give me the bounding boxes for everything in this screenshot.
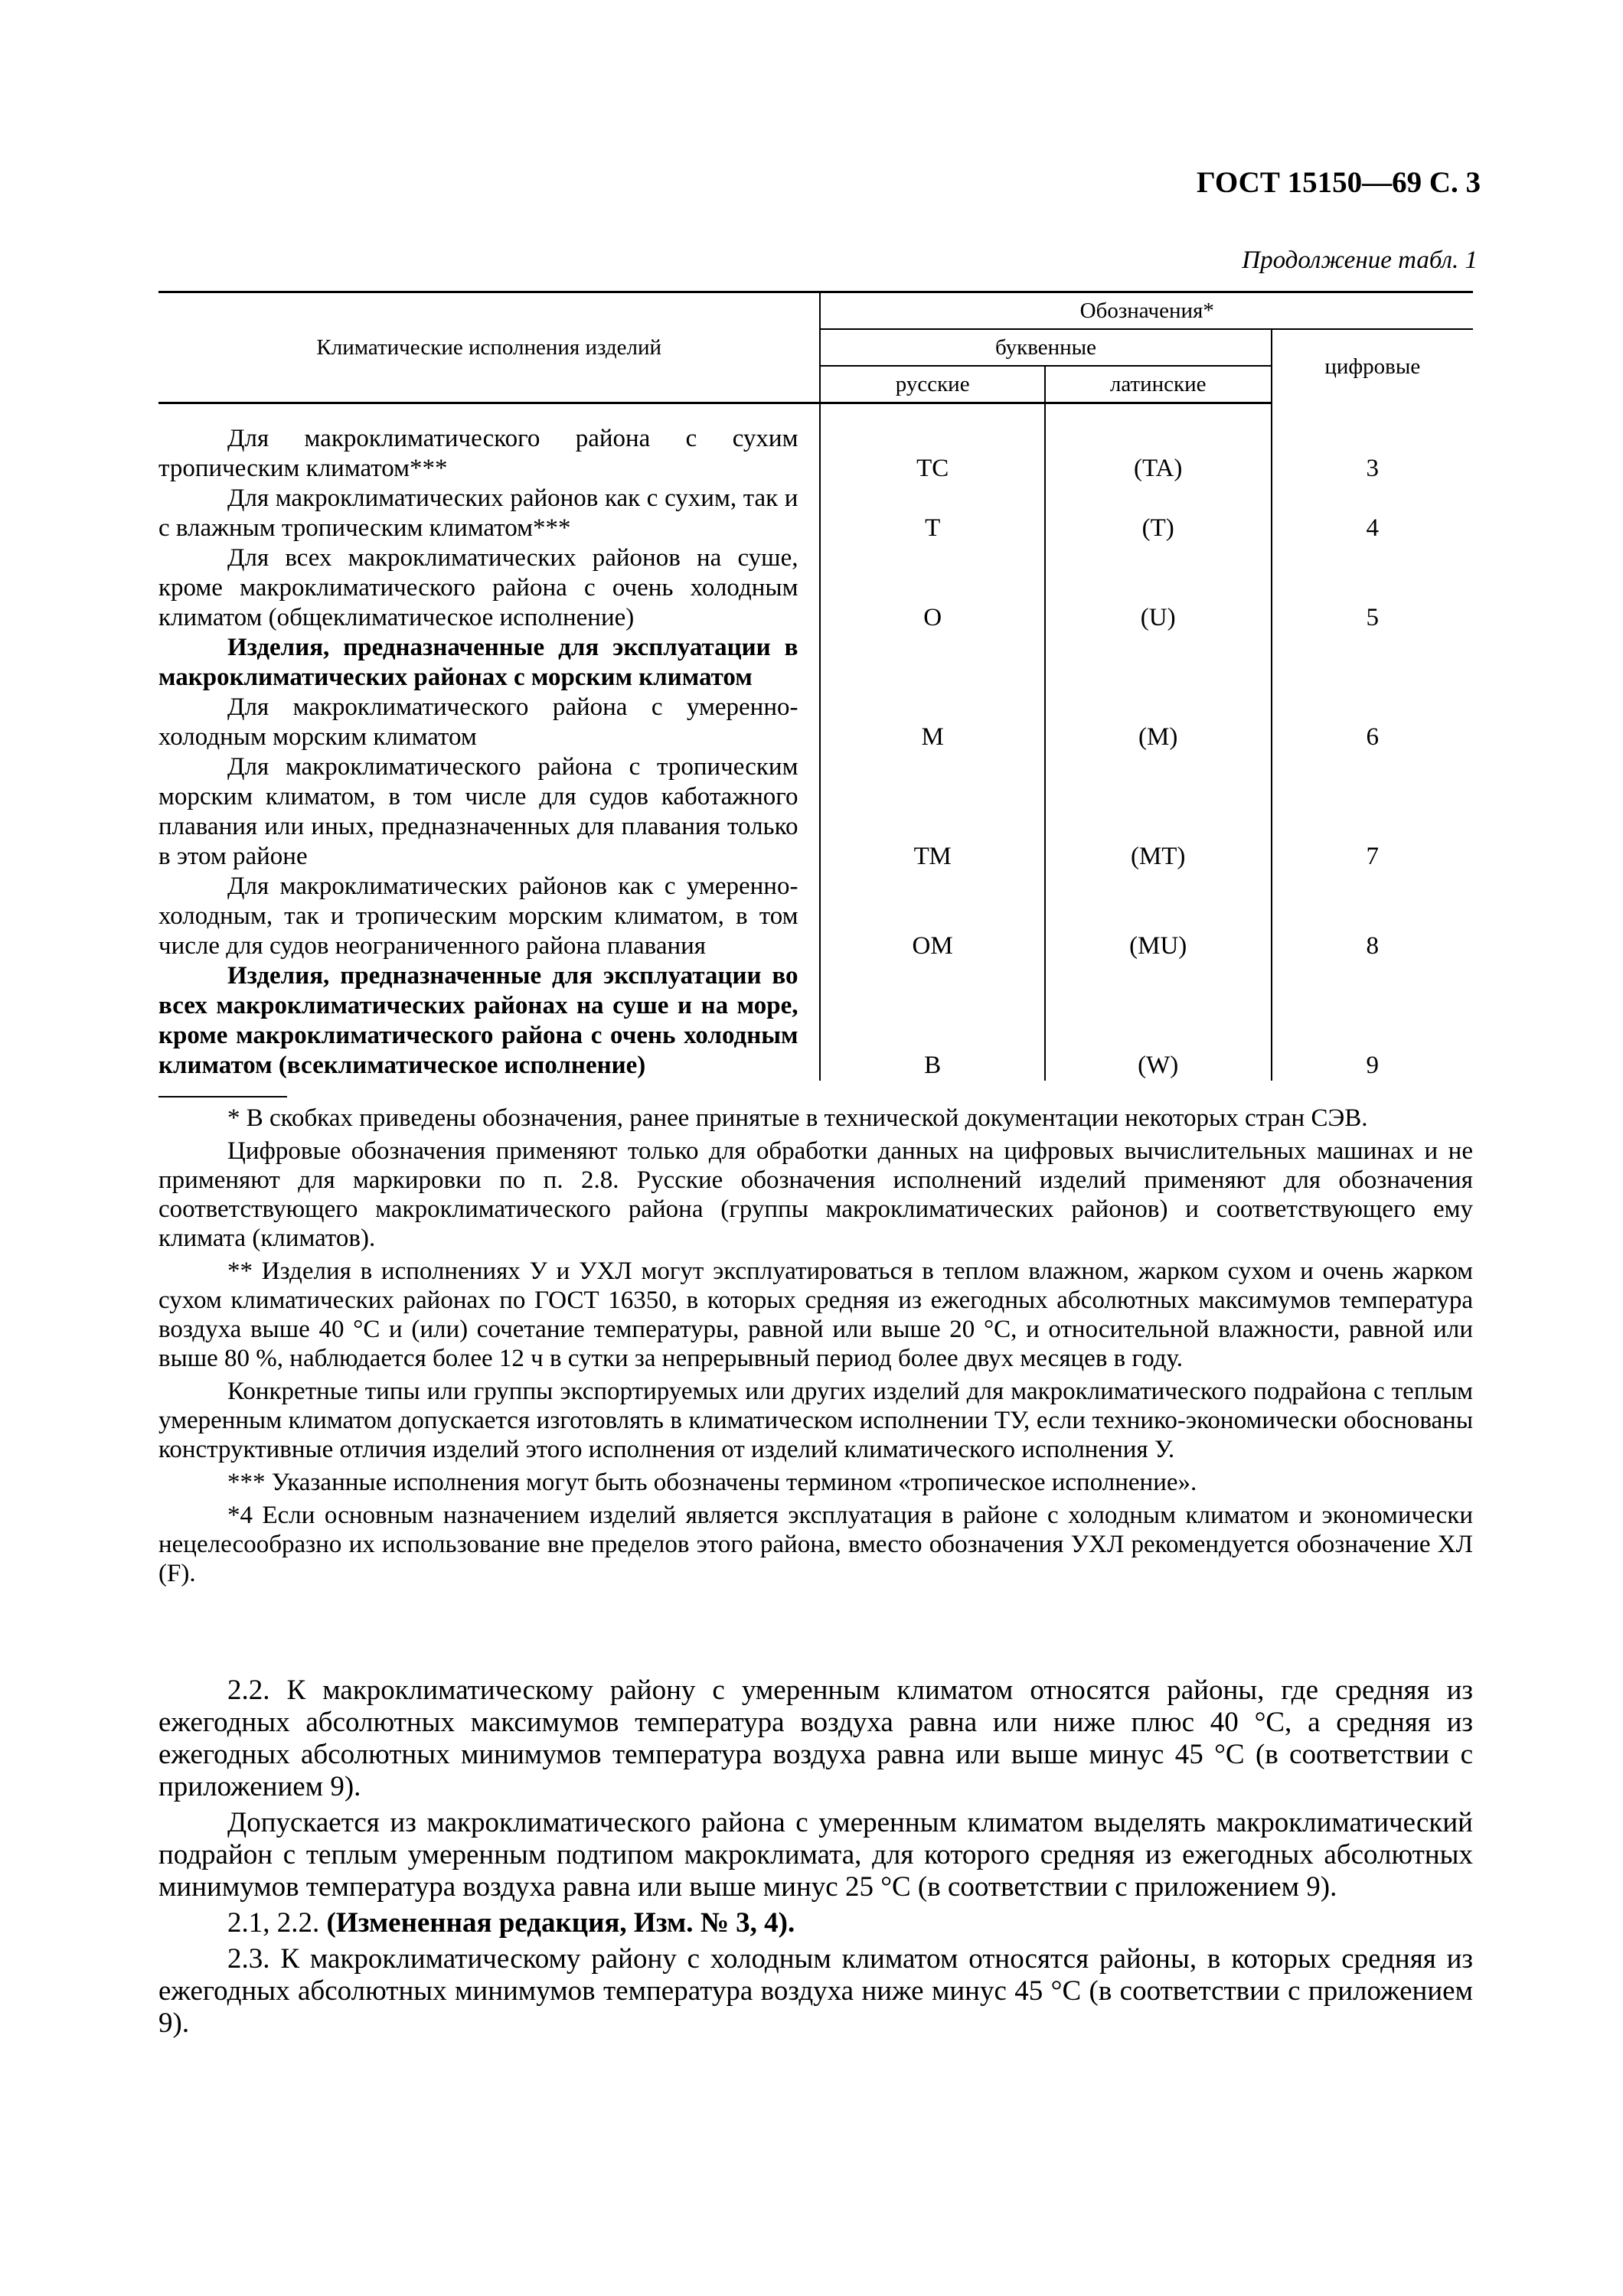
- code-latin: (U): [1045, 543, 1272, 633]
- code-russian: ОМ: [820, 872, 1044, 961]
- header-climatic-versions: Климатические исполнения изделий: [158, 292, 820, 403]
- paragraph-2-3: 2.3. К макроклиматическому району с холодным климатом относятся районы, в которых средняя из ежегодных абсолютных минимумов температура воздуха ниже минус 45 °С (в соответствии с приложением 9).: [158, 1943, 1473, 2039]
- table-caption: Продолжение табл. 1: [1242, 246, 1478, 274]
- code-russian: [820, 633, 1044, 693]
- page-header: ГОСТ 15150—69 С. 3: [1197, 166, 1481, 199]
- row-description: [158, 484, 820, 543]
- row-description-text: Для макроклиматического района с тропическим морским климатом, в том числе для судов каботажного плавания или иных, предназначенных для плавания только в этом районе: [158, 753, 798, 870]
- row-description-text: Для макроклиматического района с сухим тропическим климатом***: [158, 425, 798, 482]
- footnotes: [158, 1104, 1473, 1592]
- footnote: ** Изделия в исполнениях У и УХЛ могут эксплуатироваться в теплом влажном, жарком сухом и очень жарком сухом климатических районах по ГОСТ 16350, в которых средняя из ежегодных абсолютных максимумов температура воздуха выше 40 °С и (или) сочетание температуры, равной или выше 20 °С, и относительной влажности, равной или выше 80 %, наблюдается более 12 ч в сутки за непрерывный период более двух месяцев в году.: [158, 1257, 1473, 1372]
- code-latin: (W): [1045, 961, 1272, 1081]
- table-row: [158, 961, 1473, 1081]
- code-digital: 4: [1272, 484, 1473, 543]
- code-digital: [1272, 633, 1473, 693]
- footnote-separator: [158, 1096, 287, 1097]
- footnote: Конкретные типы или группы экспортируемых или других изделий для макроклиматического подрайона с теплым умеренным климатом допускается изготовлять в климатическом исполнении ТУ, если технико-экономически обоснованы конструктивные отличия изделий этого исполнения от изделий климатического исполнения У.: [158, 1378, 1473, 1463]
- code-digital: 7: [1272, 752, 1473, 872]
- table-row: [158, 693, 1473, 752]
- code-latin: (TA): [1045, 403, 1272, 484]
- row-description-text: Для макроклиматических районов как с умеренно-холодным, так и тропическим морским климатом, в том числе для судов неограниченного района плавания: [158, 872, 798, 960]
- code-latin: (MU): [1045, 872, 1272, 961]
- designations-table: [158, 291, 1473, 1081]
- row-description-text: Для макроклиматических районов как с сухим, так и с влажным тропическим климатом***: [158, 484, 798, 542]
- row-description-text: Изделия, предназначенные для эксплуатации в макроклиматических районах с морским климатом: [158, 634, 798, 691]
- row-description: [158, 633, 820, 693]
- code-russian: Т: [820, 484, 1044, 543]
- code-digital: 9: [1272, 961, 1473, 1081]
- code-digital: 6: [1272, 693, 1473, 752]
- table-row: [158, 752, 1473, 872]
- code-russian: О: [820, 543, 1044, 633]
- paragraph-subregion: Допускается из макроклиматического района с умеренным климатом выделять макроклиматический подрайон с теплым умеренным подтипом макроклимата, для которого средняя из ежегодных абсолютных минимумов температура воздуха равна или выше минус 25 °С (в соответствии с приложением 9).: [158, 1807, 1473, 1903]
- code-russian: М: [820, 693, 1044, 752]
- code-russian: ТМ: [820, 752, 1044, 872]
- code-russian: ТС: [820, 403, 1044, 484]
- row-description: [158, 752, 820, 872]
- table-row: [158, 403, 1473, 484]
- row-description-text: Изделия, предназначенные для эксплуатации во всех макроклиматических районах на суше и на море, кроме макроклиматического района с очень холодным климатом (всеклиматическое исполнение): [158, 962, 798, 1079]
- row-description: [158, 693, 820, 752]
- revision-ref: 2.1, 2.2.: [227, 1907, 327, 1939]
- code-latin: (MT): [1045, 752, 1272, 872]
- row-description: [158, 872, 820, 961]
- code-russian: В: [820, 961, 1044, 1081]
- header-russian: русские: [820, 366, 1044, 403]
- footnote: *** Указанные исполнения могут быть обозначены термином «тропическое исполнение».: [227, 1469, 1197, 1496]
- row-description-text: Для всех макроклиматических районов на суше, кроме макроклиматического района с очень холодным климатом (общеклиматическое исполнение): [158, 544, 798, 631]
- footnote: Цифровые обозначения применяют только для обработки данных на цифровых вычислительных машинах и не применяют для маркировки по п. 2.8. Русские обозначения исполнений изделий применяют для обозначения соответствующего макроклиматического района (группы макроклиматических районов) и соответствующего ему климата (климатов).: [158, 1137, 1473, 1252]
- header-letter: буквенные: [820, 329, 1271, 366]
- row-description: [158, 961, 820, 1081]
- paragraph-revision: [158, 1907, 1473, 1939]
- code-digital: 8: [1272, 872, 1473, 961]
- code-latin: (T): [1045, 484, 1272, 543]
- table-row: [158, 543, 1473, 633]
- code-digital: 5: [1272, 543, 1473, 633]
- table-row: [158, 872, 1473, 961]
- main-text: [158, 1675, 1473, 2043]
- paragraph-2-2: 2.2. К макроклиматическому району с умеренным климатом относятся районы, где средняя из ежегодных абсолютных максимумов температура воздуха равна или ниже плюс 40 °С, а средняя из ежегодных абсолютных минимумов температура воздуха равна или выше минус 45 °С (в соответствии с приложением 9).: [158, 1675, 1473, 1802]
- header-digital: цифровые: [1272, 329, 1473, 403]
- header-latin: латинские: [1045, 366, 1272, 403]
- revision-note: (Измененная редакция, Изм. № 3, 4).: [326, 1907, 795, 1939]
- row-description-text: Для макроклиматического района с умеренно-холодным морским климатом: [158, 693, 798, 751]
- code-latin: [1045, 633, 1272, 693]
- footnote: *4 Если основным назначением изделий является эксплуатация в районе с холодным климатом и экономически нецелесообразно их использование вне пределов этого района, вместо обозначения УХЛ рекомендуется обозначение ХЛ (F).: [158, 1502, 1473, 1587]
- footnote: * В скобках приведены обозначения, ранее принятые в технической документации некоторых стран СЭВ.: [227, 1104, 1368, 1132]
- header-designations: Обозначения*: [820, 292, 1473, 330]
- table-body: [158, 403, 1473, 1081]
- code-latin: (M): [1045, 693, 1272, 752]
- row-description: [158, 543, 820, 633]
- table-row: [158, 633, 1473, 693]
- table-row: [158, 484, 1473, 543]
- code-digital: 3: [1272, 403, 1473, 484]
- row-description: [158, 403, 820, 484]
